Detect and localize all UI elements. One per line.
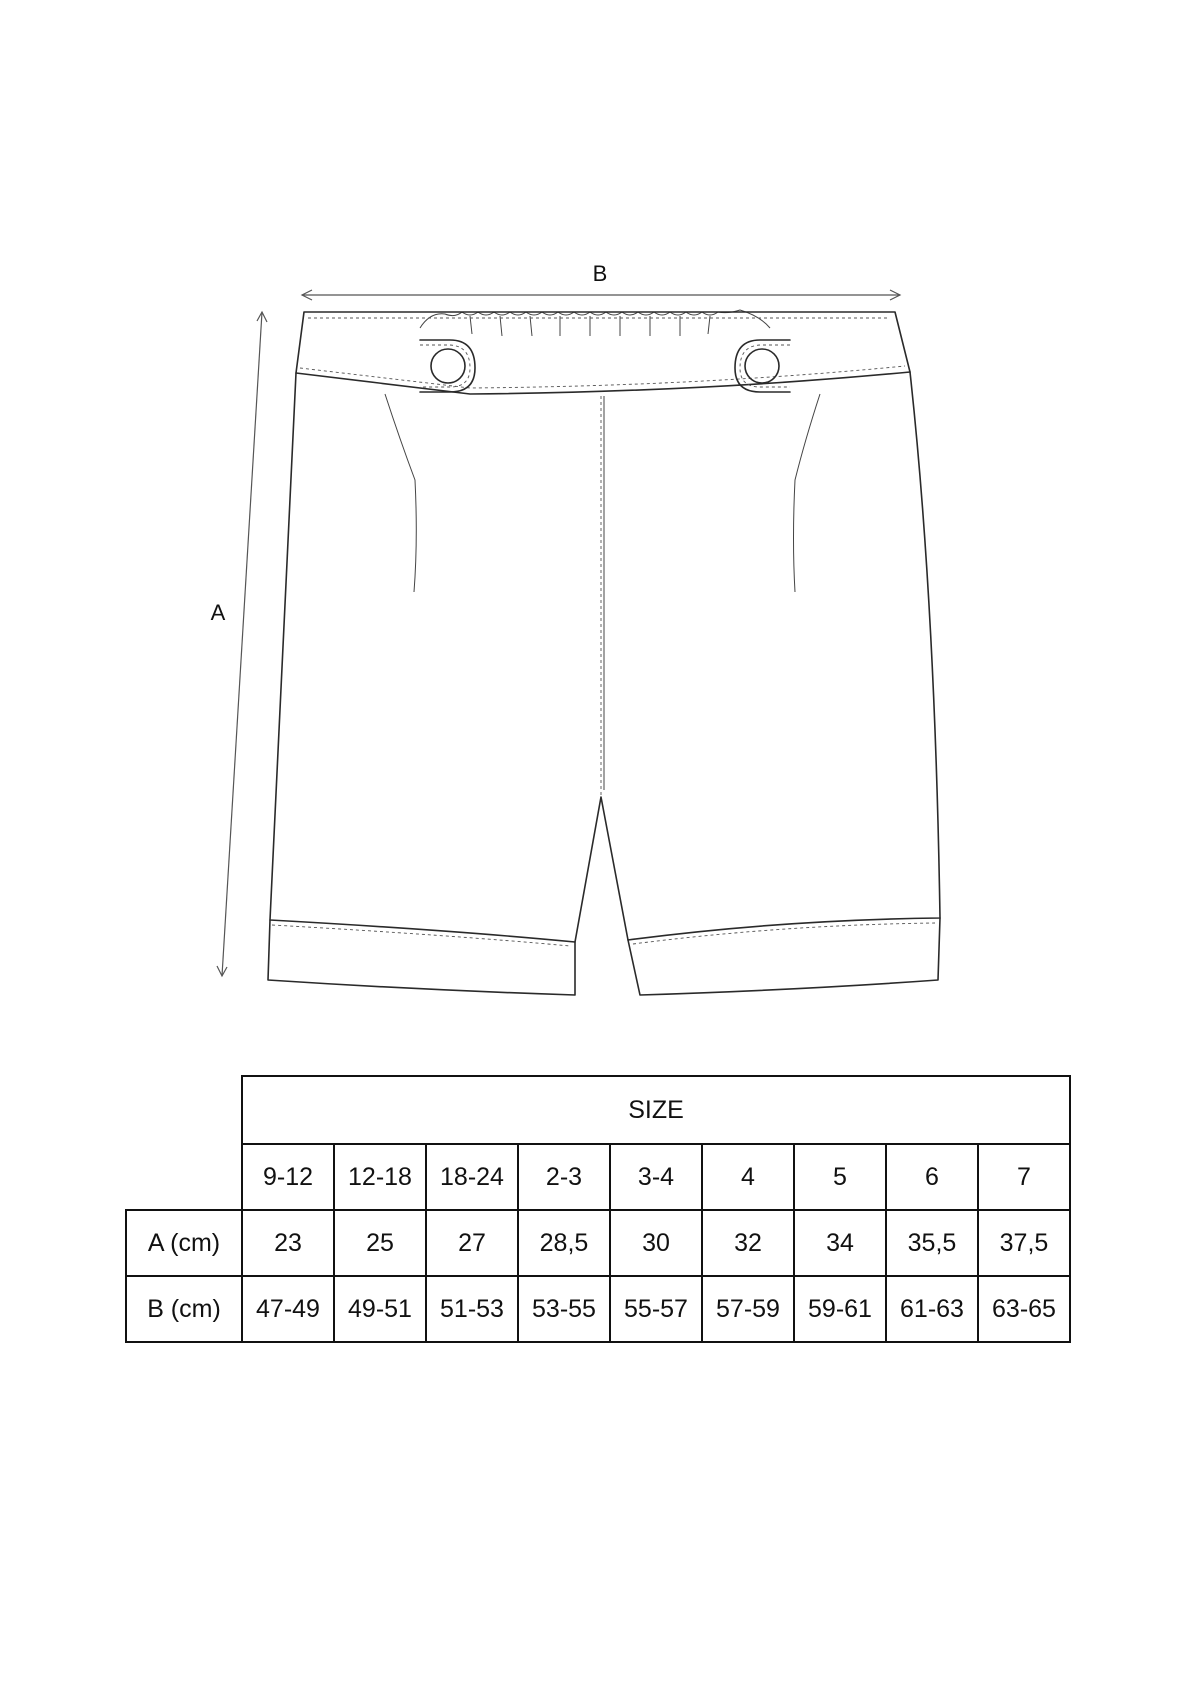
- dimension-a-label: A: [210, 600, 226, 625]
- a-value-cell: 25: [334, 1210, 426, 1276]
- empty-corner: [126, 1144, 242, 1210]
- right-leg-cuff: [628, 918, 940, 995]
- b-value-cell: 47-49: [242, 1276, 334, 1342]
- size-cell: 18-24: [426, 1144, 518, 1210]
- measurement-b-row: [126, 1276, 1070, 1342]
- b-value-cell: 57-59: [702, 1276, 794, 1342]
- size-cell: 12-18: [334, 1144, 426, 1210]
- size-cell: 6: [886, 1144, 978, 1210]
- front-waistband: [296, 312, 910, 394]
- shorts-body: [270, 372, 940, 942]
- size-cell: 9-12: [242, 1144, 334, 1210]
- size-cell: 5: [794, 1144, 886, 1210]
- size-cell: 4: [702, 1144, 794, 1210]
- a-value-cell: 28,5: [518, 1210, 610, 1276]
- b-value-cell: 55-57: [610, 1276, 702, 1342]
- size-cell: 2-3: [518, 1144, 610, 1210]
- a-value-cell: 37,5: [978, 1210, 1070, 1276]
- dimension-b-label: B: [592, 261, 608, 286]
- b-value-cell: 49-51: [334, 1276, 426, 1342]
- a-value-cell: 35,5: [886, 1210, 978, 1276]
- row-label-b: B (cm): [126, 1276, 242, 1342]
- size-cell: 3-4: [610, 1144, 702, 1210]
- b-value-cell: 51-53: [426, 1276, 518, 1342]
- a-value-cell: 32: [702, 1210, 794, 1276]
- b-value-cell: 59-61: [794, 1276, 886, 1342]
- a-value-cell: 27: [426, 1210, 518, 1276]
- measurement-a-row: [126, 1210, 1070, 1276]
- b-value-cell: 61-63: [886, 1276, 978, 1342]
- empty-corner: [126, 1076, 242, 1144]
- size-chart-table: [125, 1075, 1071, 1343]
- left-button-tab: [420, 340, 475, 392]
- size-header: SIZE: [242, 1076, 1070, 1144]
- a-value-cell: 23: [242, 1210, 334, 1276]
- size-values-row: [126, 1144, 1070, 1210]
- a-value-cell: 30: [610, 1210, 702, 1276]
- row-label-a: A (cm): [126, 1210, 242, 1276]
- dimension-b-arrow: [302, 290, 900, 300]
- b-value-cell: 53-55: [518, 1276, 610, 1342]
- size-title-row: [126, 1076, 1070, 1144]
- a-value-cell: 34: [794, 1210, 886, 1276]
- left-leg-cuff: [268, 920, 575, 995]
- elastic-waistband: [420, 310, 770, 336]
- size-cell: 7: [978, 1144, 1070, 1210]
- dimension-a-arrow: [217, 312, 267, 976]
- b-value-cell: 63-65: [978, 1276, 1070, 1342]
